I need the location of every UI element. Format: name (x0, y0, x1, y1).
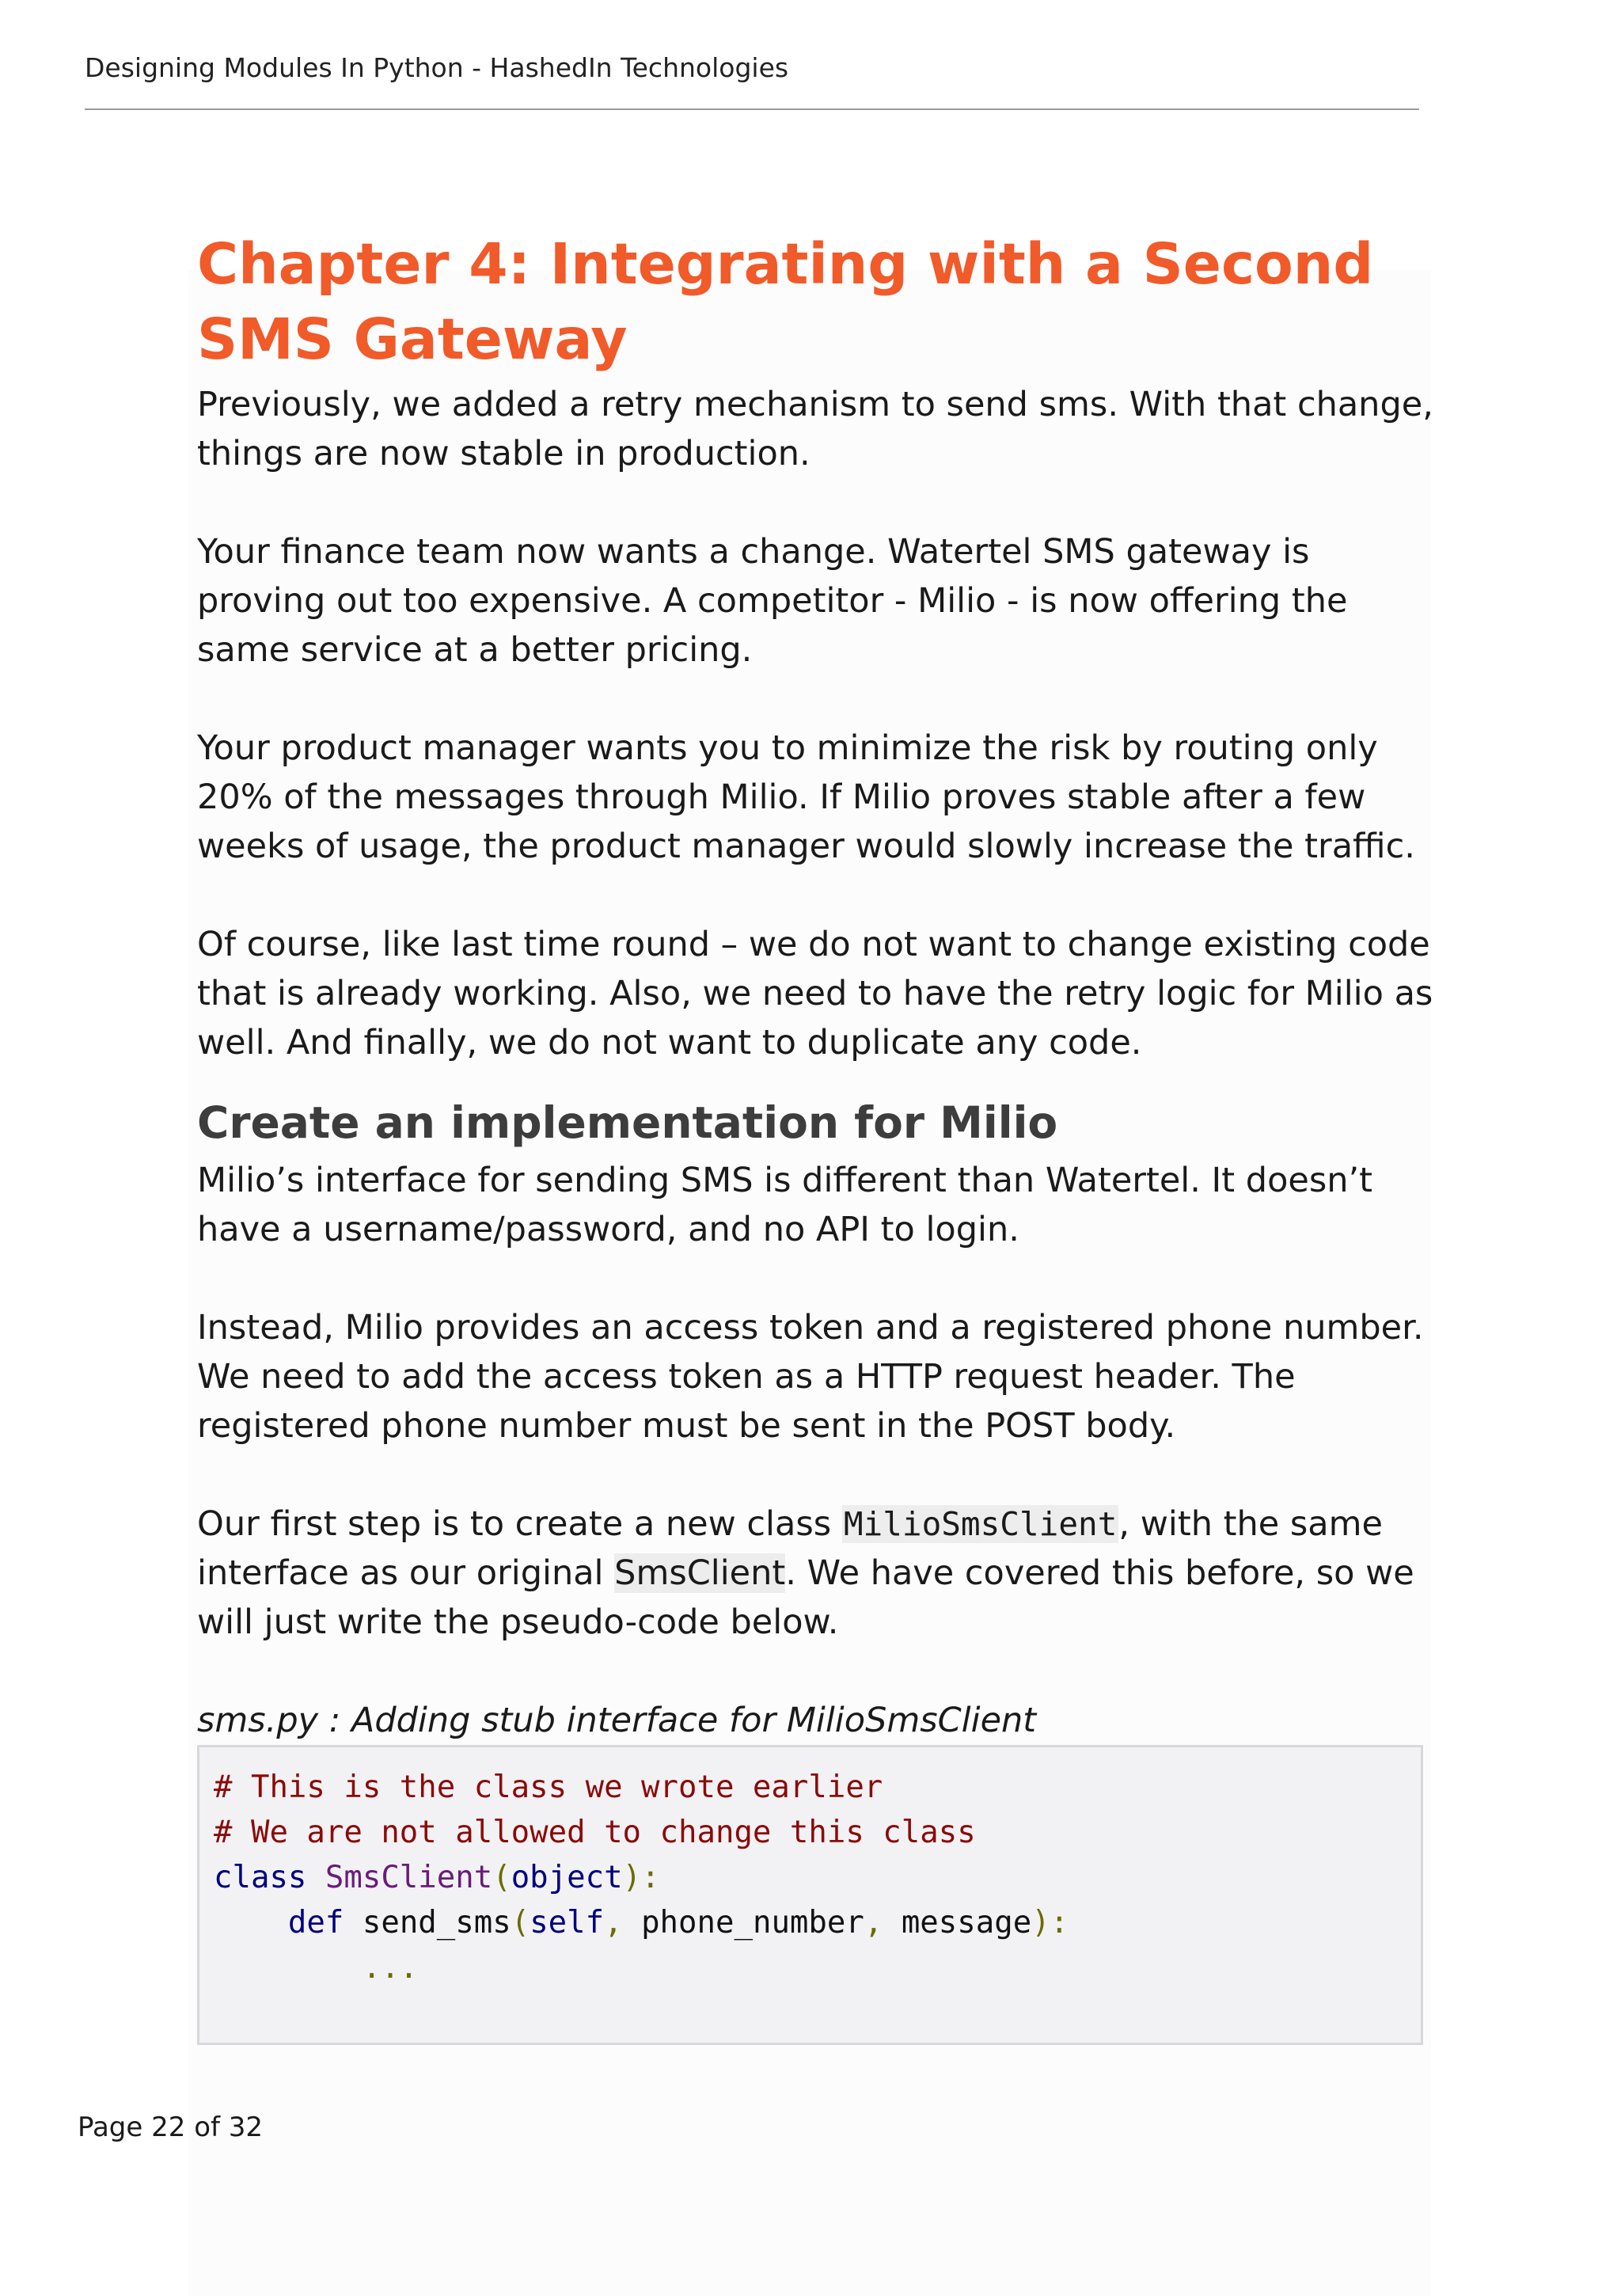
paragraph-milio-interface: Milio’s interface for sending SMS is different than Watertel. It doesn’t have a username/password, and no API to login. (197, 1161, 1373, 1249)
code-function-name: send_sms (362, 1905, 511, 1941)
paragraph-constraints: Of course, like last time round – we do not want to change existing code that is already working. Also, we need to have the retry logic for Milio as well. And finally, we do not want to duplicate any code. (197, 925, 1433, 1062)
running-header: Designing Modules In Python - HashedIn Technologies (85, 52, 789, 83)
code-ellipsis: ... (362, 1950, 419, 1986)
code-keyword-class: class (214, 1860, 307, 1895)
first-step-text-1: Our first step is to create a new class (197, 1504, 842, 1544)
code-base-class: object (511, 1860, 623, 1895)
header-divider (85, 108, 1419, 110)
code-paren-close: ): (622, 1860, 660, 1895)
code-class-name: SmsClient (325, 1860, 493, 1895)
inline-code-milio-sms-client: MilioSmsClient (843, 1505, 1118, 1543)
code-caption: sms.py : Adding stub interface for MilioSmsClient (197, 1701, 1037, 1740)
main-content (197, 226, 1440, 2045)
code-comment-line-2: # We are not allowed to change this class (214, 1815, 976, 1850)
paragraph-intro: Previously, we added a retry mechanism to send sms. With that change, things are now stable in production. (197, 385, 1433, 473)
code-keyword-def: def (287, 1905, 344, 1941)
code-args-open: ( (511, 1905, 530, 1941)
paragraph-milio-token: Instead, Milio provides an access token and a registered phone number. We need to add the access token as a HTTP request header. The registered phone number must be sent in the POST body. (197, 1308, 1424, 1446)
code-param-phone-number: phone_number (641, 1905, 864, 1941)
code-comma-1: , (604, 1905, 623, 1941)
first-step-text-3: . We have covered this before, so we will just write the pseudo-code below. (197, 1553, 1414, 1642)
code-block (197, 1745, 1423, 2045)
paragraph-first-step (197, 1500, 1440, 1647)
section-heading: Create an implementation for Milio (197, 1097, 1058, 1148)
code-self-param: self (530, 1905, 605, 1941)
code-paren-open: ( (492, 1860, 511, 1895)
paragraph-finance: Your finance team now wants a change. Watertel SMS gateway is proving out too expensive. A competitor - Milio - is now offering the same service at a better pricing. (197, 532, 1348, 670)
code-param-message: message (901, 1905, 1032, 1941)
first-step-text-2: , with the same interface as our original (197, 1504, 1383, 1593)
code-comma-2: , (864, 1905, 883, 1941)
paragraph-product-manager: Your product manager wants you to minimize the risk by routing only 20% of the messages through Milio. If Milio proves stable after a few weeks of usage, the product manager would slowly increase the traffic. (197, 728, 1415, 866)
code-args-close: ): (1031, 1905, 1069, 1941)
code-comment-line-1: # This is the class we wrote earlier (214, 1770, 883, 1805)
chapter-title: Chapter 4: Integrating with a Second SMS Gateway (197, 231, 1374, 372)
inline-code-sms-client: SmsClient (614, 1553, 786, 1593)
page-number: Page 22 of 32 (78, 2112, 264, 2143)
